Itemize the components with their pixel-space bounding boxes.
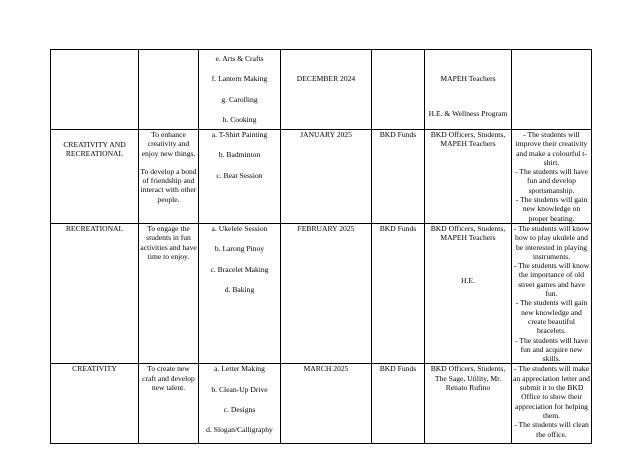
expected-outcome-cell xyxy=(512,130,592,224)
objectives-cell xyxy=(139,130,199,224)
table-row xyxy=(51,223,592,363)
time-frame-cell xyxy=(281,223,372,363)
activity-plan-table xyxy=(50,49,592,444)
time-frame-cell xyxy=(281,130,372,224)
activity-item: d. Slogan/Calligraphy xyxy=(206,425,273,435)
activity-item: a. Ukelele Session xyxy=(211,223,268,233)
objectives-cell xyxy=(139,50,199,130)
area-cell xyxy=(51,364,139,444)
objectives-cell xyxy=(139,223,199,363)
persons-involved: H.E. xyxy=(461,275,475,285)
time-frame: JANUARY 2025 xyxy=(300,130,352,139)
outcome-text: - The students will have fun and develop sportsmanship. xyxy=(515,167,588,195)
table-row xyxy=(51,364,592,444)
activity-item: a. T-Shirt Painting xyxy=(211,130,268,139)
outcome-text: - The students will gain new knowledge on proper beating. xyxy=(515,195,588,223)
activity-item: b. Larong Pinoy xyxy=(214,244,265,254)
objective-text: To create new craft and develop new talent. xyxy=(142,364,195,393)
outcome-text: - The students will have fun and acquire new skills. xyxy=(515,335,588,364)
persons-involved: BKD Officers, Students, MAPEH Teachers xyxy=(430,130,506,149)
outcome-text: - The students will make an appreciation letter and submit it to the BKD Office to show their appreciation for helping them. xyxy=(513,364,590,420)
outcome-text: - The students will know the importance of old street games and have fun. xyxy=(513,261,590,299)
activity-item: h. Cooking xyxy=(222,114,257,124)
table-row xyxy=(51,130,592,224)
persons-involved: BKD Officers, Students, The Sage, Utility, Mr. Renato Rufino xyxy=(430,364,506,393)
activity-item: a. Letter Making xyxy=(214,364,265,374)
time-frame-cell xyxy=(281,364,372,444)
persons-involved-cell xyxy=(425,130,512,224)
budget: BKD Funds xyxy=(379,223,417,233)
budget: BKD Funds xyxy=(379,130,417,139)
area-label: CREATIVITY xyxy=(72,364,117,374)
activities-cell xyxy=(199,50,281,130)
expected-outcome-cell xyxy=(512,50,592,130)
area-cell xyxy=(51,223,139,363)
persons-involved: BKD Officers, Students, MAPEH Teachers xyxy=(430,223,506,243)
objectives-cell xyxy=(139,364,199,444)
outcome-text: - The students will improve their creativity and make a colourful t-shirt. xyxy=(515,130,588,167)
time-frame: FEBRUARY 2025 xyxy=(297,223,355,233)
persons-involved-cell xyxy=(425,223,512,363)
area-cell xyxy=(51,50,139,130)
area-cell xyxy=(51,130,139,224)
activity-item: c. Designs xyxy=(223,405,256,415)
outcome-text: - The students will gain new knowledge and create beautiful bracelets. xyxy=(515,298,588,336)
table-row xyxy=(51,50,592,130)
expected-outcome-cell xyxy=(512,364,592,444)
outcome-text: - The students will know how to play ukulele and be interested in playing instruments. xyxy=(513,223,590,261)
activity-item: e. Arts & Crafts xyxy=(215,54,264,63)
time-frame: MARCH 2025 xyxy=(303,364,349,374)
outcome-text: - The students will clean the office. xyxy=(514,420,589,439)
persons-involved: MAPEH Teachers xyxy=(440,74,496,83)
activity-item: f. Lantern Making xyxy=(211,74,268,84)
budget-cell xyxy=(372,50,425,130)
activity-item: c. Beat Session xyxy=(216,170,263,180)
area-label: CREATIVITY AND RECREATIONAL xyxy=(63,140,126,159)
activity-item: b. Clean-Up Drive xyxy=(211,384,268,394)
persons-involved-cell xyxy=(425,364,512,444)
activity-item: g. Carolling xyxy=(221,94,258,104)
time-frame-cell xyxy=(281,50,372,130)
activity-item: c. Bracelet Making xyxy=(210,264,269,274)
objective-text: To develop a bond of friendship and interact with other people. xyxy=(140,166,197,204)
activity-item: d. Baking xyxy=(224,284,255,294)
budget: BKD Funds xyxy=(379,364,417,374)
objective-text: To enhance creativity and enjoy new things. xyxy=(141,130,196,158)
objective-text: To engage the students in fun activities and have time to enjoy. xyxy=(140,223,197,261)
budget-cell xyxy=(372,364,425,444)
area-label: RECREATIONAL xyxy=(65,223,124,233)
persons-involved: H.E. & Wellness Program xyxy=(428,109,508,119)
activities-cell xyxy=(199,130,281,224)
expected-outcome-cell xyxy=(512,223,592,363)
activities-cell xyxy=(199,223,281,363)
activity-item: b. Badminton xyxy=(218,150,261,160)
budget-cell xyxy=(372,130,425,224)
time-frame: DECEMBER 2024 xyxy=(296,74,356,83)
activities-cell xyxy=(199,364,281,444)
persons-involved-cell xyxy=(425,50,512,130)
budget-cell xyxy=(372,223,425,363)
